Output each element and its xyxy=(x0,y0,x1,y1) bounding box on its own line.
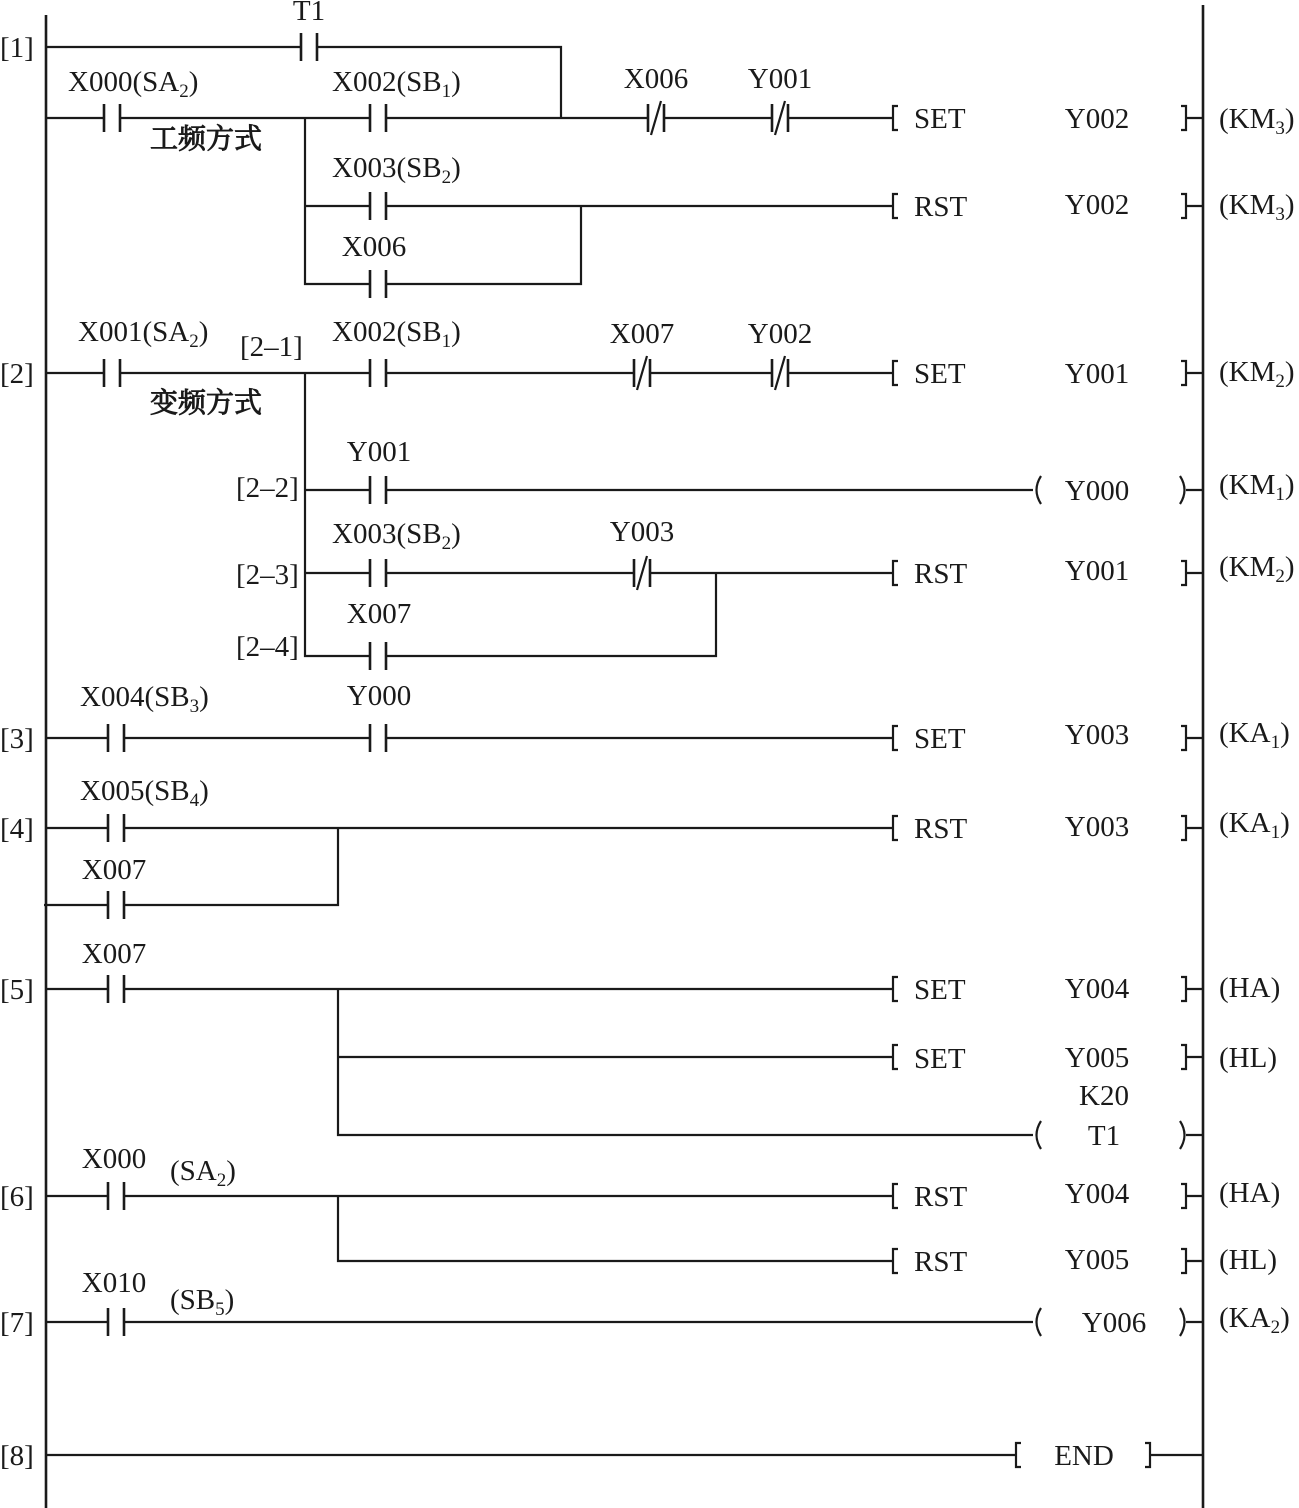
contact-label: $X002(SB_1)$ xyxy=(332,66,461,102)
instruction-target: Y002 xyxy=(1064,103,1130,135)
instruction-target: Y002 xyxy=(1064,189,1130,221)
branch-tag: [2–4] xyxy=(236,631,299,663)
contact-label: $X000(SA_2)$ xyxy=(68,66,199,102)
contact-x000 xyxy=(104,104,120,132)
instruction-op: RST xyxy=(914,1246,968,1278)
instruction-op: SET xyxy=(914,103,966,135)
instruction-op: RST xyxy=(914,191,968,223)
contact-x004 xyxy=(108,724,124,752)
contact-x002-r2 xyxy=(370,359,386,387)
contact-label: $X002(SB_1)$ xyxy=(332,316,461,352)
contact-label: $(SA_2)$ xyxy=(170,1155,236,1191)
contact-label: X007 xyxy=(81,854,147,886)
contact-y002-nc xyxy=(772,356,788,390)
timer-target: T1 xyxy=(1087,1120,1121,1152)
contact-x007-r4 xyxy=(108,891,124,919)
rung-number: [5] xyxy=(0,974,34,1006)
contact-x000-r6 xyxy=(108,1182,124,1210)
instruction-target: Y003 xyxy=(1064,811,1130,843)
rung-number: [3] xyxy=(0,723,34,755)
contact-x003 xyxy=(370,192,386,220)
rung-number: [6] xyxy=(0,1181,34,1213)
contact-label: T1 xyxy=(292,0,326,27)
branch-tag: [2–2] xyxy=(236,472,299,504)
contact-x010 xyxy=(108,1308,124,1336)
device-label: $(KM_3)$ xyxy=(1219,189,1295,225)
contact-y003-nc xyxy=(634,556,650,590)
instruction-op: SET xyxy=(914,1043,966,1075)
rung-number: [1] xyxy=(0,32,34,64)
contact-label: Y000 xyxy=(346,680,412,712)
contact-t1 xyxy=(301,33,317,61)
end-instruction: END xyxy=(1054,1440,1114,1472)
contact-x005 xyxy=(108,814,124,842)
contact-label: Y001 xyxy=(747,63,813,95)
device-label: (HA) xyxy=(1219,972,1281,1004)
contact-label: Y003 xyxy=(609,516,675,548)
instruction-op: SET xyxy=(914,723,966,755)
output-instructions xyxy=(914,103,1295,1472)
rung-number: [4] xyxy=(0,813,34,845)
contact-x007-r2 xyxy=(370,642,386,670)
device-label: $(KM_2)$ xyxy=(1219,356,1295,392)
instruction-target: Y004 xyxy=(1064,1178,1130,1210)
contact-label: $X004(SB_3)$ xyxy=(80,681,209,717)
rung-numbers xyxy=(0,32,34,1472)
device-label: (HA) xyxy=(1219,1177,1281,1209)
contact-label: X007 xyxy=(609,318,675,350)
device-label: $(KA_2)$ xyxy=(1219,1302,1290,1338)
instruction-target: Y001 xyxy=(1064,358,1130,390)
contact-label: $(SB_5)$ xyxy=(170,1284,235,1320)
mode-annotation: 工频方式 xyxy=(150,122,263,155)
contact-x002 xyxy=(370,104,386,132)
device-label: $(KA_1)$ xyxy=(1219,717,1290,753)
timer-preset: K20 xyxy=(1079,1080,1129,1112)
contact-y001-nc xyxy=(772,101,788,135)
contact-label: X007 xyxy=(346,598,412,630)
instruction-target: Y004 xyxy=(1064,973,1130,1005)
contact-labels xyxy=(68,0,812,1320)
contact-label: Y002 xyxy=(747,318,813,350)
branch-tag: [2–3] xyxy=(236,559,299,591)
contact-x007-r5 xyxy=(108,975,124,1003)
instruction-target: Y005 xyxy=(1064,1042,1130,1074)
instruction-op: SET xyxy=(914,358,966,390)
contact-label: X000 xyxy=(81,1143,147,1175)
device-label: $(KA_1)$ xyxy=(1219,807,1290,843)
device-label: (HL) xyxy=(1219,1244,1278,1276)
rung-number: [7] xyxy=(0,1307,34,1339)
instruction-op: SET xyxy=(914,974,966,1006)
contact-x006 xyxy=(370,270,386,298)
instruction-op: RST xyxy=(914,813,968,845)
contact-x001 xyxy=(104,359,120,387)
contact-label: X006 xyxy=(623,63,689,95)
contact-x007-nc xyxy=(634,356,650,390)
contact-x003-r2 xyxy=(370,559,386,587)
device-label: $(KM_1)$ xyxy=(1219,469,1295,505)
coil-target: Y000 xyxy=(1064,475,1130,507)
device-label: $(KM_2)$ xyxy=(1219,551,1295,587)
contact-label: $X003(SB_2)$ xyxy=(332,518,461,554)
contact-label: $X001(SA_2)$ xyxy=(78,316,209,352)
contact-label: X007 xyxy=(81,938,147,970)
contact-x006-nc xyxy=(648,101,664,135)
rung-number: [2] xyxy=(0,358,34,390)
device-label: $(KM_3)$ xyxy=(1219,103,1295,139)
wiring xyxy=(44,5,1203,1508)
instruction-op: RST xyxy=(914,558,968,590)
branch-tags xyxy=(236,331,303,663)
contact-label: $X005(SB_4)$ xyxy=(80,775,209,811)
instruction-op: RST xyxy=(914,1181,968,1213)
branch-tag: [2–1] xyxy=(240,331,303,363)
device-label: (HL) xyxy=(1219,1042,1278,1074)
contact-y000 xyxy=(370,724,386,752)
contact-label: $X003(SB_2)$ xyxy=(332,152,461,188)
instruction-target: Y005 xyxy=(1064,1244,1130,1276)
contact-label: Y001 xyxy=(346,436,412,468)
instruction-target: Y003 xyxy=(1064,719,1130,751)
coil-target: Y006 xyxy=(1081,1307,1147,1339)
contact-label: X006 xyxy=(341,231,407,263)
contact-y001 xyxy=(370,476,386,504)
rung-number: [8] xyxy=(0,1440,34,1472)
contact-label: X010 xyxy=(81,1267,147,1299)
mode-annotation: 变频方式 xyxy=(150,386,263,419)
instruction-target: Y001 xyxy=(1064,555,1130,587)
